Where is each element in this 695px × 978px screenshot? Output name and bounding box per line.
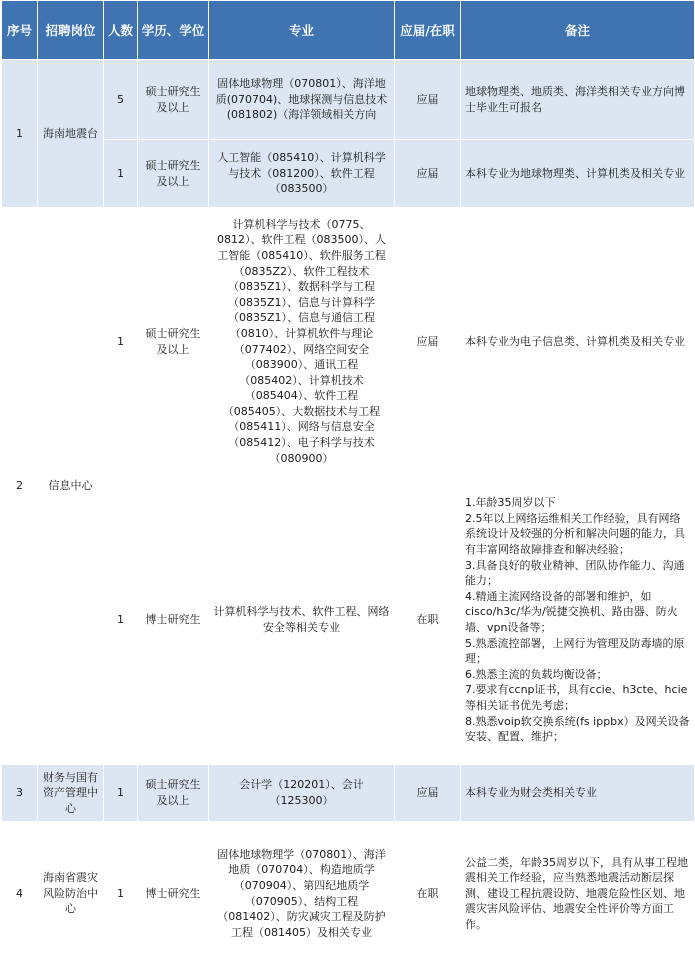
note-line: 地球物理类、地质类、海洋类相关专业方向博士毕业生可报名 <box>465 84 685 114</box>
note-cell <box>461 476 695 765</box>
count-cell: 1 <box>104 765 138 822</box>
header-seq: 序号 <box>2 1 38 60</box>
major-cell: 会计学（120201）、会计（125300） <box>209 765 395 822</box>
degree-cell: 硕士研究生及以上 <box>138 60 209 140</box>
status-cell: 在职 <box>395 476 461 765</box>
note-line: 4.精通主流网络设备的部署和维护，如cisco/h3c/华为/锐捷交换机、路由器、防火墙、vpn设备等； <box>465 589 678 634</box>
note-cell <box>461 208 695 476</box>
table-row <box>2 822 695 966</box>
note-line: 6.熟悉主流的负载均衡设备； <box>465 667 608 681</box>
seq-cell: 1 <box>2 60 38 208</box>
note-cell <box>461 60 695 140</box>
note-line: 3.具备良好的敬业精神、团队协作能力、沟通能力； <box>465 558 685 588</box>
degree-cell: 硕士研究生及以上 <box>138 765 209 822</box>
header-status: 应届/在职 <box>395 1 461 60</box>
seq-cell: 2 <box>2 208 38 765</box>
table-row <box>2 765 695 822</box>
status-cell: 应届 <box>395 140 461 208</box>
degree-cell: 博士研究生 <box>138 476 209 765</box>
count-cell: 1 <box>104 822 138 966</box>
note-line: 5.熟悉流控部署，上网行为管理及防毒墙的原理； <box>465 636 685 666</box>
seq-cell: 3 <box>2 765 38 822</box>
note-line: 1.年龄35周岁以下 <box>465 496 556 510</box>
table-row <box>2 140 695 208</box>
count-cell: 1 <box>104 208 138 476</box>
note-line: 本科专业为地球物理类、计算机类及相关专业 <box>465 166 685 180</box>
major-cell: 计算机科学与技术、软件工程、网络安全等相关专业 <box>209 476 395 765</box>
note-line: 本科专业为财会类相关专业 <box>465 786 597 800</box>
recruitment-table <box>1 0 695 966</box>
status-cell: 应届 <box>395 60 461 140</box>
note-line: 本科专业为电子信息类、计算机类及相关专业 <box>465 334 685 348</box>
degree-cell: 硕士研究生及以上 <box>138 208 209 476</box>
header-count: 人数 <box>104 1 138 60</box>
post-cell: 海南地震台 <box>38 60 104 208</box>
note-cell <box>461 765 695 822</box>
major-cell: 人工智能（085410）、计算机科学与技术（081200）、软件工程（083500） <box>209 140 395 208</box>
header-major: 专业 <box>209 1 395 60</box>
table-row <box>2 476 695 765</box>
major-cell: 固体地球物理（070801）、海洋地质(070704)、地球探测与信息技术(081802)（海洋领域相关方向 <box>209 60 395 140</box>
degree-cell: 博士研究生 <box>138 822 209 966</box>
post-cell: 财务与国有资产管理中心 <box>38 765 104 822</box>
status-cell: 应届 <box>395 208 461 476</box>
header-post: 招聘岗位 <box>38 1 104 60</box>
table-row <box>2 208 695 476</box>
note-line: 公益二类，年龄35周岁以下，具有从事工程地震相关工作经验，应当熟悉地震活动断层探测、建设工程抗震设防、地震危险性区划、地震灾害风险评估、地震安全性评价等方面工作。 <box>465 855 688 931</box>
header-row <box>2 1 695 60</box>
count-cell: 5 <box>104 60 138 140</box>
count-cell: 1 <box>104 140 138 208</box>
status-cell: 在职 <box>395 822 461 966</box>
header-note: 备注 <box>461 1 695 60</box>
note-cell <box>461 140 695 208</box>
note-line: 7.要求有ccnp证书，具有ccie、h3cte、hcie等相关证书优先考虑； <box>465 683 688 712</box>
header-degree: 学历、学位 <box>138 1 209 60</box>
degree-cell: 硕士研究生及以上 <box>138 140 209 208</box>
major-cell: 固体地球物理学（070801）、海洋地质（070704）、构造地质学（070904）、第四纪地质学（070905）、结构工程（081402）、防灾减灾工程及防护工程（081405）及相关专业 <box>209 822 395 966</box>
post-cell: 信息中心 <box>38 208 104 765</box>
table-row <box>2 60 695 140</box>
status-cell: 应届 <box>395 765 461 822</box>
major-cell: 计算机科学与技术（0775、0812）、软件工程（083500）、人工智能（085410）、软件服务工程（0835Z2）、软件工程技术（0835Z1）、数据科学与工程（0835Z1）、信息与计算科学（0835Z1）、信息与通信工程（0810）、计算机软件与理论（077402）、网络空间安全（083900）、通讯工程（085402）、计算机技术（085404）、软件工程（085405）、大数据技术与工程（085411）、网络与信息安全（085412）、电子科学与技术（080900） <box>209 208 395 476</box>
post-cell: 海南省震灾风险防治中心 <box>38 822 104 966</box>
note-line: 8.熟悉voip软交换系统(fs ippbx）及网关设备安装、配置、维护； <box>465 714 690 744</box>
seq-cell: 4 <box>2 822 38 966</box>
note-line: 2.5年以上网络运维相关工作经验，具有网络系统设计及较强的分析和解决问题的能力，具有丰富网络故障排查和解决经验； <box>465 511 685 557</box>
count-cell: 1 <box>104 476 138 765</box>
note-cell <box>461 822 695 966</box>
